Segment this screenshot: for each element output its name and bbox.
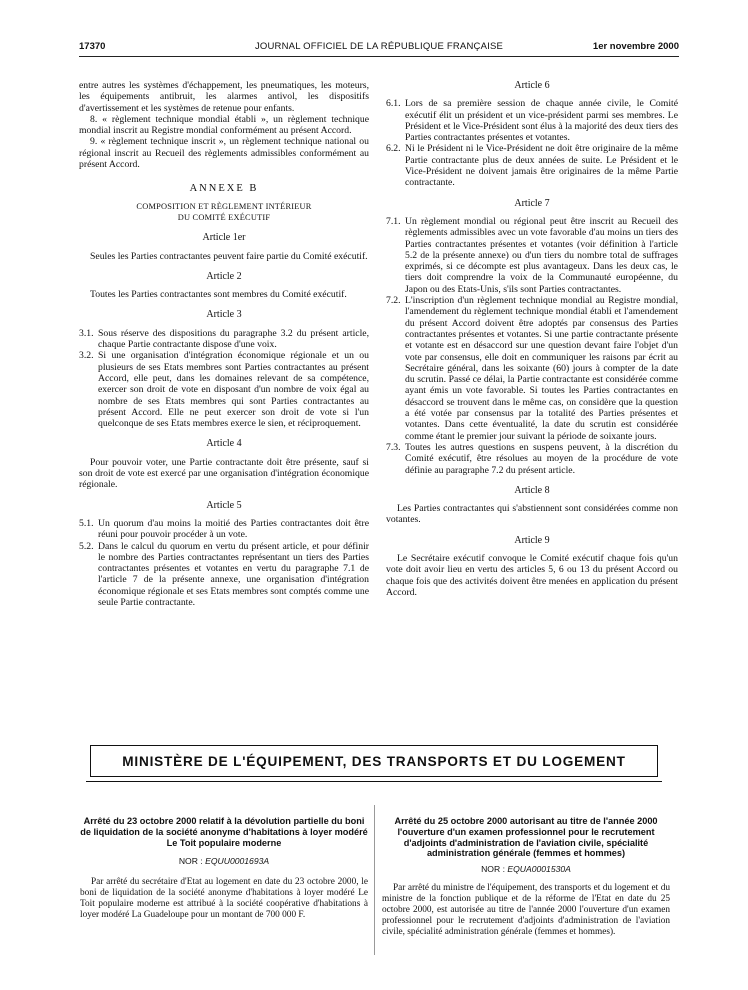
right-column — [386, 80, 678, 598]
item-number: 7.3. — [386, 441, 401, 453]
item-number: 3.1. — [79, 327, 94, 339]
nor-label: NOR : — [178, 856, 203, 867]
annexe-subtitle-line-1: COMPOSITION ET RÈGLEMENT INTÉRIEUR — [136, 201, 312, 211]
definition-9: 9. « règlement technique inscrit », un règlement technique national ou régional inscrit au Recueil des règlements admissibles conformément au présent Accord. — [79, 136, 369, 171]
item-text: L'inscription d'un règlement technique mondial au Registre mondial, l'amendement du règlement technique mondial établi et l'amendement du présent Accord doivent être adoptés par consensus des Parties contractantes présentes et votantes. Si une partie contractante présente et votante est en désaccord sur une question devant faire l'objet d'un vote par consensus, elle doit en communiquer les raisons par écrit au Secrétaire général, dans les soixante (60) jours à compter de la date du scrutin. Passé ce délai, la Partie contractante est considérée comme ayant émis un vote favorable. Si toutes les Parties contractantes en désaccord se trouvent dans le même cas, on considère que la question a été votée par consensus par la totalité des Parties présentes et votantes. Dans cette éventualité, la date du scrutin est considérée comme étant le premier jour suivant la période de soixante jours. — [405, 295, 678, 442]
notice-title: Arrêté du 23 octobre 2000 relatif à la dévolution partielle du boni de liquidation de la société anonyme d'habitations à loyer modéré Le Toit populaire moderne — [80, 816, 368, 848]
notice-title: Arrêté du 25 octobre 2000 autorisant au titre de l'année 2000 l'ouverture d'un examen professionnel pour le recrutement d'adjoints d'administration de l'aviation civile, spécialité administration générale (femmes et hommes) — [394, 816, 658, 859]
item-number: 6.2. — [386, 143, 401, 155]
page-header — [79, 41, 679, 55]
nor-reference — [382, 864, 670, 875]
ministry-rule — [86, 781, 662, 782]
article-item — [79, 350, 369, 429]
article-4-heading: Article 4 — [206, 438, 242, 450]
item-text: Lors de sa première session de chaque année civile, le Comité exécutif élit un président et un vice-président parmi ses membres. Le Président et le Vice-Président sont élus à la majorité des deux tiers des Parties contractantes présentes et votantes. — [405, 98, 678, 144]
nor-code: EQUA0001530A — [507, 864, 571, 875]
article-item — [79, 541, 369, 609]
header-rule — [79, 56, 679, 57]
article-8-heading: Article 8 — [514, 484, 550, 496]
notice-left — [80, 816, 368, 921]
item-text: Dans le calcul du quorum en vertu du présent article, et pour définir le nombre des Parties contractantes représentant un tiers des Parties contractantes présentes et votantes en vertu du paragraphe 7.1 de l'article 7 de la présente annexe, une organisation d'intégration économique régionale et ses Etats membres sont comptés comme une seule Partie contractante. — [98, 540, 369, 608]
item-number: 5.2. — [79, 540, 94, 552]
item-number: 7.2. — [386, 295, 401, 307]
article-item — [386, 98, 678, 143]
article-8-text: Les Parties contractantes qui s'abstiennent sont considérées comme non votantes. — [386, 503, 678, 526]
article-3-heading: Article 3 — [206, 309, 242, 321]
left-column — [79, 80, 369, 608]
article-1-text: Seules les Parties contractantes peuvent faire partie du Comité exécutif. — [90, 250, 368, 262]
nor-reference — [80, 856, 368, 867]
journal-title: JOURNAL OFFICIEL DE LA RÉPUBLIQUE FRANÇAISE — [254, 41, 504, 52]
article-4-text: Pour pouvoir voter, une Partie contractante doit être présente, sauf si son droit de vote est exercé par une organisation d'intégration économique régionale. — [79, 456, 369, 491]
definition-8: 8. « règlement technique mondial établi », un règlement technique mondial inscrit au Registre mondial conformément au présent Accord. — [79, 113, 369, 137]
notice-body: Par arrêté du secrétaire d'Etat au logement en date du 23 octobre 2000, le boni de liquidation de la société anonyme d'habitations à loyer modéré Le Toit populaire moderne est attribué à la société coopérative d'habitations à loyer modéré La Guadeloupe pour un montant de 700 000 F. — [80, 877, 368, 921]
article-item — [79, 518, 369, 541]
item-number: 6.1. — [386, 98, 401, 110]
item-number: 5.1. — [79, 517, 94, 529]
article-2-heading: Article 2 — [206, 270, 242, 282]
item-text: Ni le Président ni le Vice-Président ne doit être originaire de la même Partie contractante plus de deux années de suite. Le Président et le Vice-Président ne doivent jamais être originaires de la même Partie contractante. — [405, 143, 678, 189]
publication-date: 1er novembre 2000 — [592, 41, 679, 52]
article-item — [386, 442, 678, 476]
item-text: Toutes les autres questions en suspens peuvent, à la discrétion du Comité exécutif, être résolues au moyen de la procédure de vote définie au paragraphe 7.2 du présent article. — [405, 441, 678, 476]
article-item — [386, 295, 678, 442]
article-2-text: Toutes les Parties contractantes sont membres du Comité exécutif. — [90, 289, 347, 301]
article-9-heading: Article 9 — [514, 534, 550, 546]
article-7-heading: Article 7 — [514, 197, 550, 209]
article-item — [386, 143, 678, 188]
notice-right — [382, 816, 670, 938]
ministry-title: MINISTÈRE DE L'ÉQUIPEMENT, DES TRANSPORTS ET DU LOGEMENT — [122, 753, 626, 769]
article-1-heading: Article 1er — [202, 232, 246, 244]
article-6-heading: Article 6 — [514, 80, 550, 91]
nor-code: EQUU0001693A — [205, 856, 270, 867]
item-text: Sous réserve des dispositions du paragraphe 3.2 du présent article, chaque Partie contractante dispose d'une voix. — [98, 327, 369, 351]
intro-text: entre autres les systèmes d'échappement, les pneumatiques, les moteurs, les équipements antibruit, les alarmes antivol, les dispositifs d'avertissement et les systèmes de retenue pour enfants. — [79, 80, 369, 114]
item-text: Un règlement mondial ou régional peut être inscrit au Recueil des règlements admissibles avec un vote favorable d'au moins un tiers des Parties contractantes présentes et votantes (voir définition à l'article 5.2 de la présente annexe) ou d'un tiers du nombre total de suffrages exprimés, si ce décompte est plus avantageux. Dans les deux cas, le tiers doit comprendre la voix de la Communauté européenne, du Japon ou des Etats-Unis, s'ils sont Parties contractantes. — [405, 215, 678, 295]
item-text: Un quorum d'au moins la moitié des Parties contractantes doit être réuni pour pouvoir procéder à un vote. — [98, 517, 369, 541]
ministry-banner — [90, 745, 658, 777]
column-divider — [374, 805, 375, 955]
page-number: 17370 — [79, 41, 106, 52]
article-item — [79, 328, 369, 351]
article-9-text: Le Secrétaire exécutif convoque le Comité exécutif chaque fois qu'un vote doit avoir lieu en vertu des articles 5, 6 ou 13 du présent Accord ou chaque fois que des activités doivent être menées en application du présent Accord. — [386, 552, 678, 598]
item-number: 3.2. — [79, 350, 94, 362]
annexe-subtitle-line-2: DU COMITÉ EXÉCUTIF — [177, 212, 271, 222]
notice-body: Par arrêté du ministre de l'équipement, des transports et du logement et du ministre de la fonction publique et de la réforme de l'Etat en date du 25 octobre 2000, est autorisée au titre de l'année 2000 l'ouverture d'un examen professionnel pour le recrutement d'adjoints d'administration de l'aviation civile, spécialité administration générale (femmes et hommes). — [382, 883, 670, 938]
article-5-heading: Article 5 — [206, 499, 242, 511]
article-item — [386, 216, 678, 295]
nor-label: NOR : — [481, 864, 505, 875]
annexe-title: ANNEXE B — [189, 183, 259, 195]
item-text: Si une organisation d'intégration économique régionale et un ou plusieurs de ses Etats membres sont Parties contractantes au présent Accord, elle peut, dans les domaines relevant de sa compétence, exercer son droit de vote en disposant d'un nombre de voix égal au nombre de ses Etats membres qui sont Parties contractantes au présent Accord. Elle ne peut exercer son droit de vote si l'un quelconque de ses Etats membres exerce le sien, et réciproquement. — [98, 350, 369, 430]
item-number: 7.1. — [386, 215, 401, 227]
